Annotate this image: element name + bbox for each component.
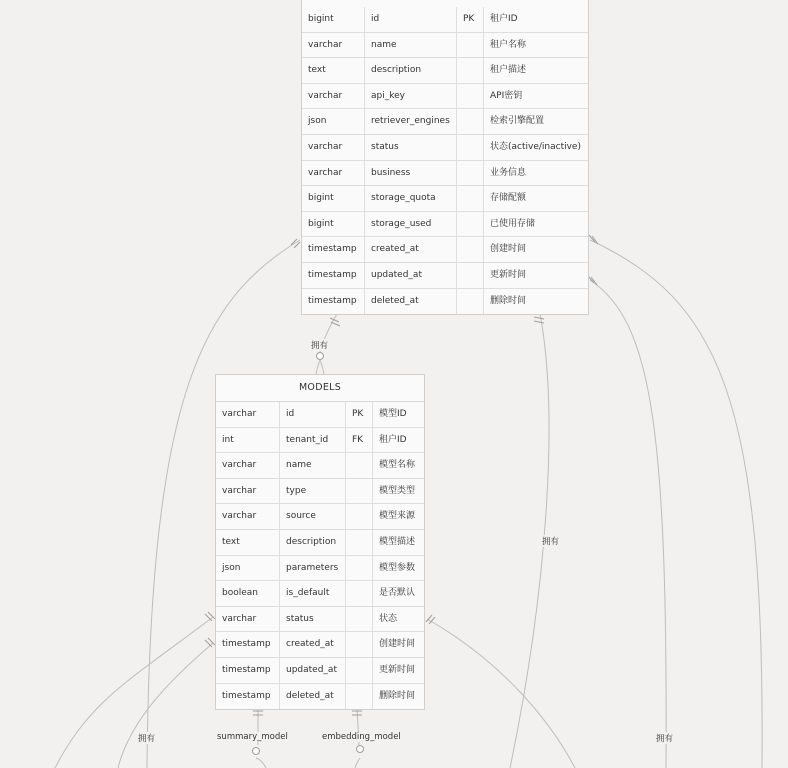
attribute-type: text xyxy=(302,58,365,83)
attribute-type: varchar xyxy=(216,607,280,632)
attribute-row xyxy=(302,33,588,59)
attribute-type: varchar xyxy=(302,161,365,186)
edge-models-left-2 xyxy=(118,643,213,768)
attribute-key xyxy=(457,237,484,262)
attribute-key xyxy=(457,84,484,109)
attribute-comment: 更新时间 xyxy=(490,269,527,280)
attribute-key xyxy=(457,109,484,134)
attribute-comment: 是否默认 xyxy=(379,588,416,599)
attribute-name: tenant_id xyxy=(280,428,346,453)
attribute-name: created_at xyxy=(280,632,346,657)
attribute-type: varchar xyxy=(302,84,365,109)
attribute-comment: 模型名称 xyxy=(379,460,416,471)
attribute-type: timestamp xyxy=(216,658,280,683)
attribute-row xyxy=(216,556,424,582)
attribute-type: json xyxy=(216,556,280,581)
attribute-key xyxy=(346,530,373,555)
attribute-row xyxy=(216,607,424,633)
attribute-comment: 模型类型 xyxy=(379,485,416,496)
edge-tenants-right-1 xyxy=(590,240,762,768)
attribute-row xyxy=(216,479,424,505)
edge-tenants-right-2 xyxy=(590,280,666,768)
attribute-key xyxy=(457,161,484,186)
models-attribute-list xyxy=(216,402,424,709)
attribute-type: bigint xyxy=(302,212,365,237)
attribute-type: varchar xyxy=(302,135,365,160)
attribute-key xyxy=(457,33,484,58)
attribute-key xyxy=(346,556,373,581)
attribute-name: api_key xyxy=(365,84,457,109)
attribute-type: varchar xyxy=(216,479,280,504)
attribute-name: storage_used xyxy=(365,212,457,237)
attribute-type: bigint xyxy=(302,7,365,32)
attribute-type: timestamp xyxy=(216,684,280,710)
edge-label-tenant-right-mid: 拥有 xyxy=(542,537,560,547)
attribute-name: business xyxy=(365,161,457,186)
attribute-key xyxy=(457,135,484,160)
edge-models-right xyxy=(427,619,575,768)
attribute-comment: 业务信息 xyxy=(490,167,527,178)
attribute-comment: 检索引擎配置 xyxy=(490,116,545,127)
attribute-row xyxy=(302,7,588,33)
attribute-comment: 租户ID xyxy=(379,434,407,445)
edge-label-embedding-model: embedding_model xyxy=(322,732,401,742)
attribute-name: id xyxy=(365,7,457,32)
attribute-comment: 租户描述 xyxy=(490,65,527,76)
attribute-name: retriever_engines xyxy=(365,109,457,134)
attribute-name: description xyxy=(365,58,457,83)
tenants-attribute-list xyxy=(302,0,588,314)
attribute-row xyxy=(302,135,588,161)
attribute-row xyxy=(216,530,424,556)
attribute-name: source xyxy=(280,504,346,529)
edge-label-tenant-left-bottom: 拥有 xyxy=(138,734,156,744)
attribute-name: is_default xyxy=(280,581,346,606)
attribute-name: storage_quota xyxy=(365,186,457,211)
models-entity[interactable] xyxy=(215,374,425,710)
attribute-key xyxy=(346,479,373,504)
edge-label-summary-model: summary_model xyxy=(217,732,288,742)
attribute-name: updated_at xyxy=(280,658,346,683)
attribute-type: int xyxy=(216,428,280,453)
attribute-key xyxy=(346,504,373,529)
attribute-name: status xyxy=(280,607,346,632)
attribute-key xyxy=(346,632,373,657)
attribute-row xyxy=(216,581,424,607)
attribute-comment: 租户名称 xyxy=(490,39,527,50)
attribute-key xyxy=(346,658,373,683)
attribute-comment: 删除时间 xyxy=(379,690,416,701)
attribute-comment: 创建时间 xyxy=(379,639,416,650)
attribute-key xyxy=(346,581,373,606)
attribute-key xyxy=(346,684,373,710)
attribute-type: text xyxy=(216,530,280,555)
attribute-comment: 存储配额 xyxy=(490,193,527,204)
attribute-row xyxy=(216,402,424,428)
tenants-entity[interactable] xyxy=(301,0,589,315)
attribute-row xyxy=(302,186,588,212)
attribute-row xyxy=(216,504,424,530)
attribute-comment: 模型描述 xyxy=(379,536,416,547)
attribute-name: type xyxy=(280,479,346,504)
attribute-comment: 状态(active/inactive) xyxy=(490,141,581,152)
attribute-comment: 模型ID xyxy=(379,409,407,419)
attribute-comment: 删除时间 xyxy=(490,295,527,306)
attribute-type: varchar xyxy=(216,453,280,478)
attribute-row xyxy=(302,58,588,84)
attribute-name: parameters xyxy=(280,556,346,581)
attribute-type: timestamp xyxy=(302,289,365,315)
attribute-key xyxy=(457,289,484,315)
attribute-comment: API密钥 xyxy=(490,90,523,101)
attribute-type: bigint xyxy=(302,186,365,211)
attribute-comment: 模型参数 xyxy=(379,562,416,573)
attribute-comment: 状态 xyxy=(379,613,398,624)
attribute-comment: 模型来源 xyxy=(379,511,416,522)
attribute-type: timestamp xyxy=(302,237,365,262)
attribute-comment: 租户ID xyxy=(490,14,518,24)
edge-models-left-1 xyxy=(55,617,213,768)
attribute-row xyxy=(302,289,588,315)
attribute-name: description xyxy=(280,530,346,555)
attribute-row xyxy=(216,684,424,710)
attribute-name: deleted_at xyxy=(280,684,346,710)
attribute-name: name xyxy=(280,453,346,478)
attribute-key xyxy=(457,212,484,237)
attribute-key xyxy=(346,453,373,478)
entity-title: MODELS xyxy=(216,375,424,402)
attribute-type: timestamp xyxy=(302,263,365,288)
edge-label-tenant-right-bottom: 拥有 xyxy=(656,734,674,744)
attribute-row xyxy=(302,263,588,289)
attribute-row xyxy=(216,632,424,658)
attribute-type: varchar xyxy=(216,504,280,529)
attribute-key xyxy=(457,186,484,211)
attribute-comment: 更新时间 xyxy=(379,664,416,675)
attribute-key xyxy=(457,58,484,83)
attribute-key: FK xyxy=(346,428,373,453)
attribute-type: boolean xyxy=(216,581,280,606)
attribute-row xyxy=(216,453,424,479)
attribute-row xyxy=(302,161,588,187)
attribute-row xyxy=(216,658,424,684)
attribute-name: id xyxy=(280,402,346,427)
attribute-row xyxy=(302,237,588,263)
attribute-name: status xyxy=(365,135,457,160)
attribute-row xyxy=(302,109,588,135)
attribute-key: PK xyxy=(457,7,484,32)
attribute-comment: 创建时间 xyxy=(490,244,527,255)
attribute-key xyxy=(346,607,373,632)
attribute-type: varchar xyxy=(302,33,365,58)
attribute-key xyxy=(457,263,484,288)
attribute-name: name xyxy=(365,33,457,58)
attribute-row xyxy=(302,212,588,238)
attribute-row xyxy=(302,84,588,110)
attribute-type: varchar xyxy=(216,402,280,427)
attribute-key: PK xyxy=(346,402,373,427)
attribute-name: created_at xyxy=(365,237,457,262)
edge-label-tenant-models: 拥有 xyxy=(311,341,329,351)
attribute-comment: 已使用存储 xyxy=(490,218,536,229)
attribute-name: updated_at xyxy=(365,263,457,288)
attribute-type: timestamp xyxy=(216,632,280,657)
attribute-type: json xyxy=(302,109,365,134)
attribute-name: deleted_at xyxy=(365,289,457,315)
attribute-row xyxy=(216,428,424,454)
